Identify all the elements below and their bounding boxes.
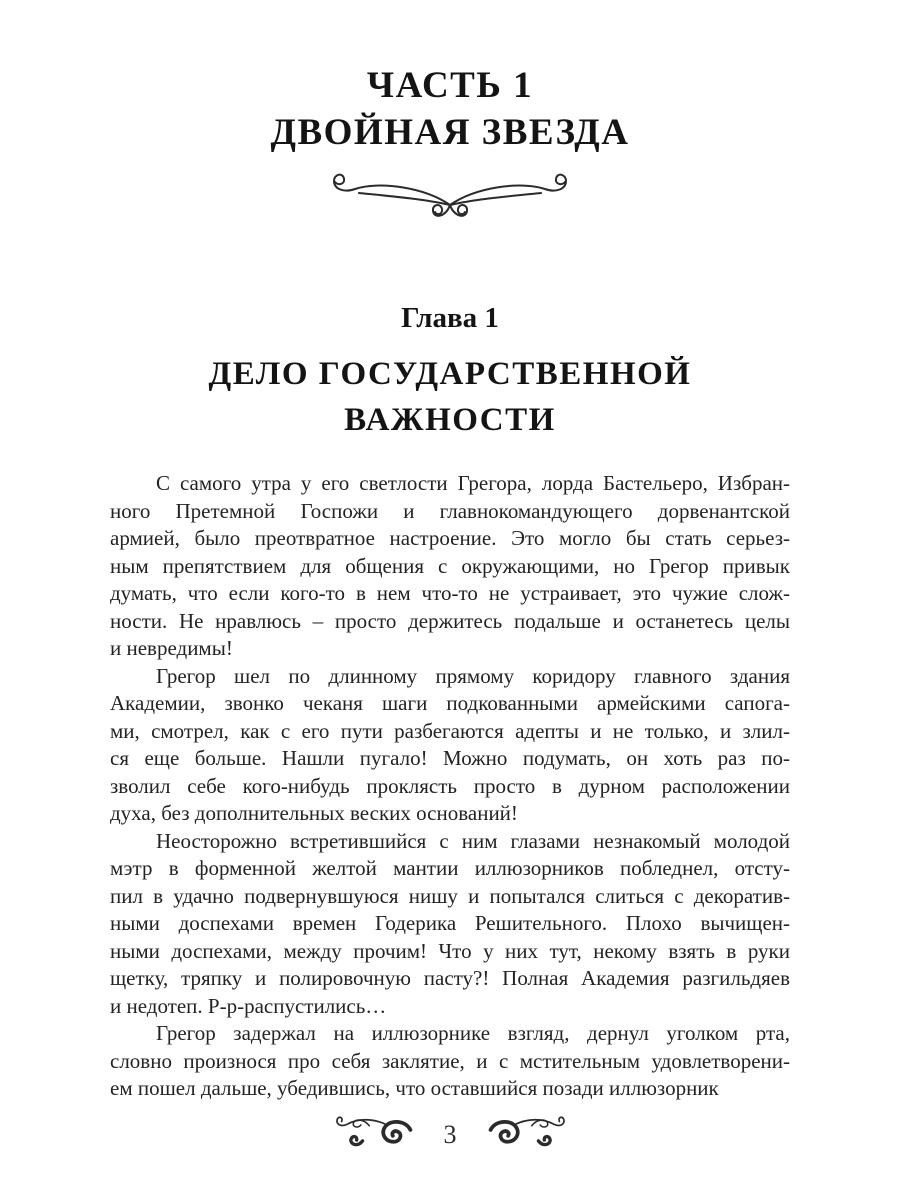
- text-line: Академии, звонко чеканя шаги подкованными армейскими сапога-: [110, 691, 790, 715]
- chapter-label: Глава 1: [401, 302, 499, 334]
- page-number: 3: [443, 1119, 457, 1149]
- text-line: зволил себе кого-нибудь проклясть просто в дурном расположении: [110, 773, 790, 798]
- paragraph: [110, 663, 790, 828]
- text-line: Грегор шел по длинному прямому коридору главного здания: [156, 663, 790, 688]
- text-line: пил в удачно подвернувшуюся нишу и попытался слиться с декоратив-: [110, 883, 790, 908]
- text-line: словно произнося про себя заклятие, и с мстительным удовлетворени-: [110, 1048, 790, 1073]
- text-line: ными доспехами, между прочим! Что у них тут, некому взять в руки: [110, 938, 790, 963]
- paragraph: [110, 470, 790, 663]
- text-line: Неосторожно встретившийся с ним глазами незнакомый молодой: [156, 828, 790, 853]
- text-line: ного Претемной Госпожи и главнокомандующего дорвенантской: [110, 498, 790, 523]
- text-line: ем пошел дальше, убедившись, что оставшийся позади иллюзорник: [110, 1076, 719, 1100]
- body-text: [110, 470, 790, 1103]
- chapter-title-line2: ВАЖНОСТИ: [344, 402, 556, 438]
- part-title-line2: ДВОЙНАЯ ЗВЕЗДА: [270, 112, 630, 153]
- divider-flourish-icon: [321, 170, 579, 222]
- text-line: и невредимы!: [110, 636, 233, 660]
- text-line: С самого утра у его светлости Грегора, лорда Бастельеро, Избран-: [156, 471, 790, 495]
- page-footer: [0, 1115, 900, 1155]
- text-line: и недотеп. Р-р-распустились…: [110, 993, 387, 1018]
- text-line: ным препятствием для общения с окружающими, но Грегор привык: [110, 553, 790, 578]
- text-line: армией, было преотвратное настроение. Это могло бы стать серьез-: [110, 526, 790, 550]
- text-line: ся еще больше. Нашли пугало! Можно подумать, он хоть раз по-: [110, 746, 790, 770]
- chapter-title-line1: ДЕЛО ГОСУДАРСТВЕННОЙ: [208, 356, 692, 392]
- text-line: ными доспехами времен Годерика Решительного. Плохо вычищен-: [110, 911, 790, 935]
- text-line: мэтр в форменной желтой мантии иллюзорников побледнел, отсту-: [110, 856, 790, 880]
- text-line: щетку, тряпку и полировочную пасту?! Полная Академия разгильдяев: [110, 966, 790, 990]
- text-line: Грегор задержал на иллюзорнике взгляд, дернул уголком рта,: [156, 1021, 790, 1045]
- flourish-left-half: [334, 175, 450, 216]
- flourish-right-half: [450, 175, 566, 216]
- text-line: ми, смотрел, как с его пути разбегаются адепты и не только, и злил-: [110, 718, 790, 743]
- text-line: думать, что если кого-то в нем что-то не устраивает, это чужие слож-: [110, 581, 790, 605]
- paragraph: [110, 1020, 790, 1103]
- text-line: духа, без дополнительных веских оснований!: [110, 801, 518, 825]
- text-line: ности. Не нравлюсь – просто держитесь подальше и останетесь целы: [110, 608, 790, 633]
- paragraph: [110, 828, 790, 1021]
- footer-flourish-left-icon: [334, 1115, 418, 1155]
- footer-flourish-right-icon: [483, 1115, 567, 1155]
- part-title-line1: ЧАСТЬ 1: [366, 65, 534, 106]
